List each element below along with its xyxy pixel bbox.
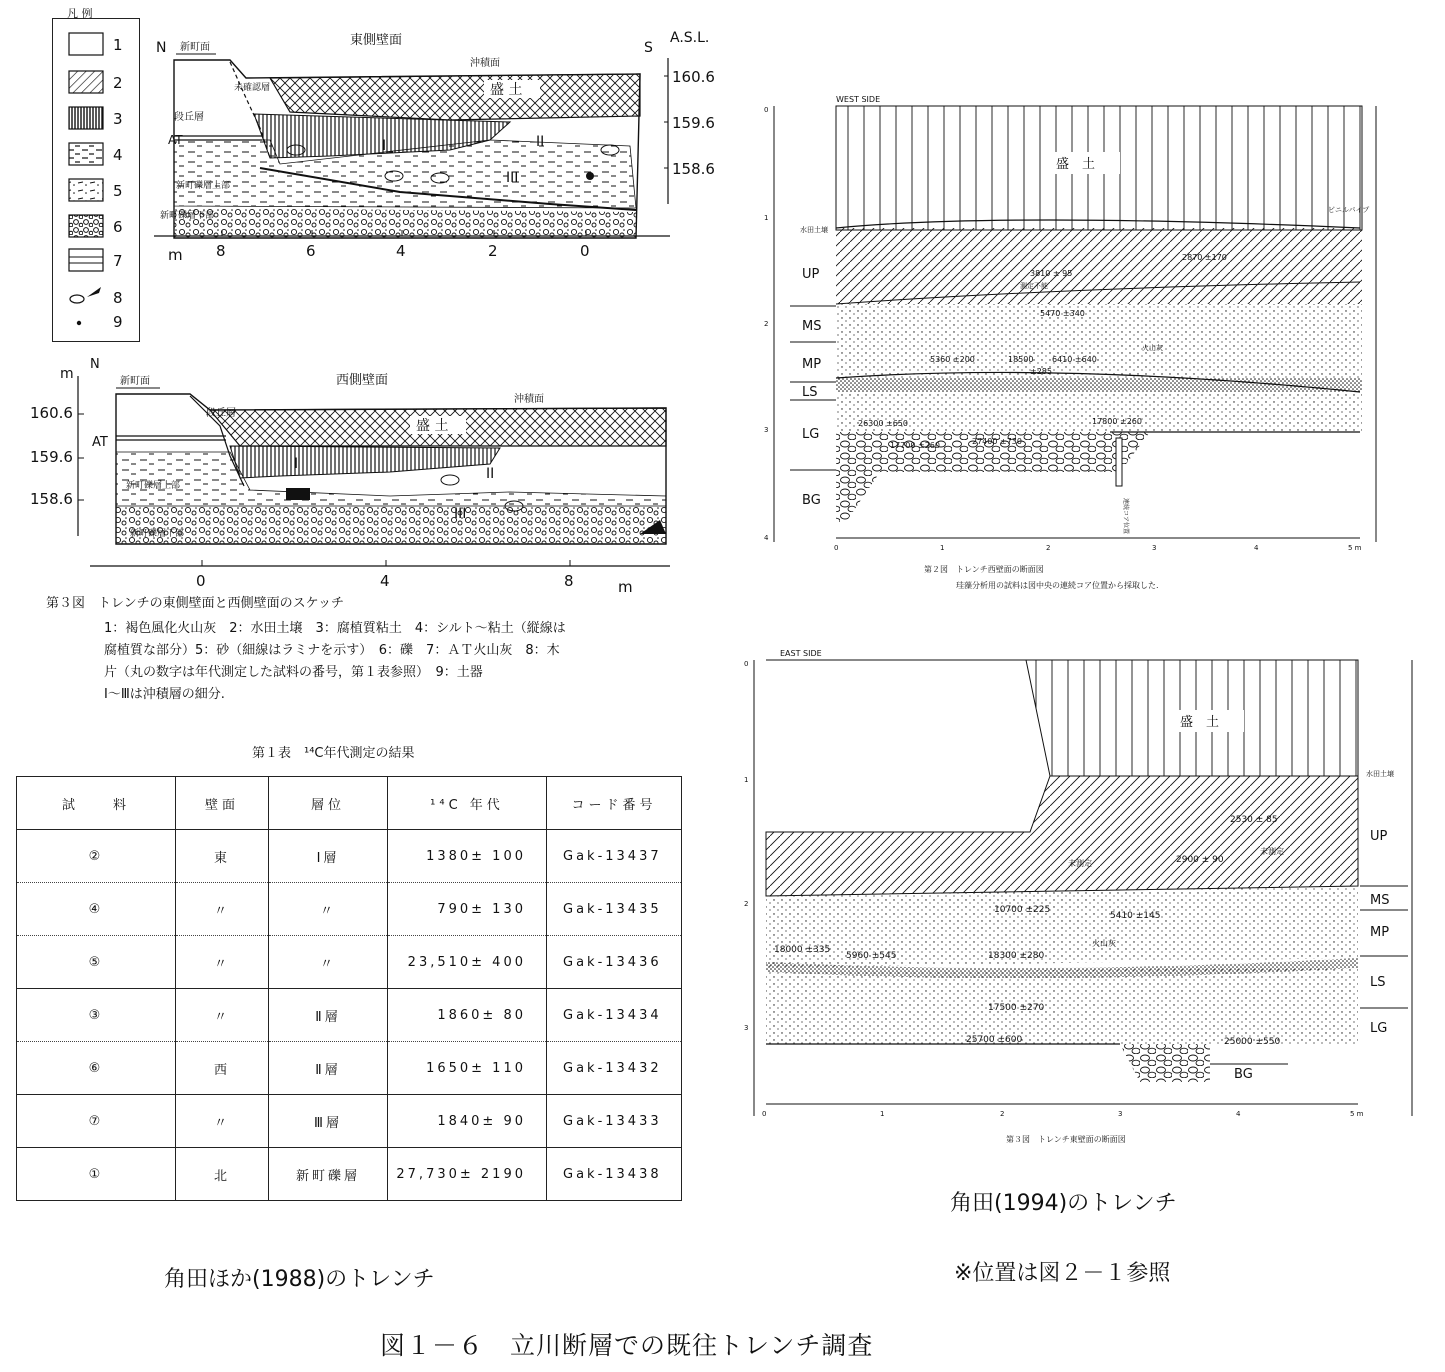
fig3-desc-2: 腐植質な部分）5：砂（細線はラミナを示す） 6：礫 7：ＡＴ火山灰 8：木 xyxy=(104,643,560,658)
legend-label-2: 2 xyxy=(113,74,123,92)
east-depth-1: 1 xyxy=(744,776,749,784)
cell-sample: ⑥ xyxy=(17,1042,176,1095)
east-wall-title: 東側壁面 xyxy=(350,33,403,48)
legend-panel xyxy=(52,7,140,342)
west-layer-2: II xyxy=(486,466,495,482)
table-row xyxy=(17,936,682,989)
cell-layer: Ⅰ層 xyxy=(269,830,388,883)
cell-sample: ⑦ xyxy=(17,1095,176,1148)
cell-age: 1650± 110 xyxy=(388,1042,547,1095)
cell-sample: ② xyxy=(17,830,176,883)
west-layer-3: III xyxy=(454,506,467,522)
east-section-fill: 盛 土 xyxy=(1180,715,1220,730)
right-trench-title: 角田(1994)のトレンチ xyxy=(950,1191,1177,1216)
cell-age: 1380± 100 xyxy=(388,830,547,883)
east-layer-mp: MP xyxy=(1370,925,1390,940)
east-wall-sketch xyxy=(150,28,715,268)
west-wall-sketch xyxy=(30,356,700,596)
table-row xyxy=(17,1095,682,1148)
east-upper-gravel: 新町礫層上部 xyxy=(176,181,231,191)
east-tick-6: 6 xyxy=(306,242,316,260)
cell-layer: Ⅱ層 xyxy=(269,1042,388,1095)
west-age-6410: 6410 ±640 xyxy=(1052,355,1097,364)
west-tick-0: 0 xyxy=(196,572,206,590)
east-volcanic-ash: 火山灰 xyxy=(1092,939,1116,948)
west-age-18500: 18500 xyxy=(1008,355,1034,364)
west-age-5470: 5470 ±340 xyxy=(1040,309,1085,318)
cell-wall: 西 xyxy=(176,1042,269,1095)
east-layer-bg: BG xyxy=(1234,1067,1253,1082)
east-side-label: EAST SIDE xyxy=(780,649,822,658)
east-elev-1586: 158.6 xyxy=(672,160,715,178)
cell-sample: ⑤ xyxy=(17,936,176,989)
west-x-5: 5 m xyxy=(1348,544,1362,552)
cell-age: 23,510± 400 xyxy=(388,936,547,989)
east-x-0: 0 xyxy=(762,1110,767,1118)
cell-age: 27,730± 2190 xyxy=(388,1148,547,1201)
east-elev-1606: 160.6 xyxy=(672,68,715,86)
cell-layer: Ⅲ層 xyxy=(269,1095,388,1148)
west-x-4: 4 xyxy=(1254,544,1259,552)
west-layer-bg: BG xyxy=(802,493,821,508)
legend-label-4: 4 xyxy=(113,146,123,164)
east-unknown-label: 未確認層 xyxy=(234,83,271,93)
table-title: 第１表 ¹⁴C年代測定の結果 xyxy=(252,746,415,761)
west-layer-1: I xyxy=(294,456,299,472)
east-depth-0: 0 xyxy=(744,660,749,668)
west-lower-gravel: 新町礫層下部 xyxy=(130,529,185,539)
header-code: コード番号 xyxy=(547,777,682,830)
cell-age: 790± 130 xyxy=(388,883,547,936)
west-alluvial-surface: 沖積面 xyxy=(514,394,544,405)
west-depth-2: 2 xyxy=(764,320,769,328)
legend-swatch-2 xyxy=(69,71,103,93)
east-layer-2: II xyxy=(536,134,545,150)
west-depth-3: 3 xyxy=(764,426,769,434)
west-unmeasurable: 測定不能 xyxy=(1020,282,1048,290)
west-age-5360: 5360 ±200 xyxy=(930,355,975,364)
cell-sample: ① xyxy=(17,1148,176,1201)
cell-sample: ③ xyxy=(17,989,176,1042)
cell-code: Gak-13432 xyxy=(547,1042,682,1095)
west-terrace-label: 段丘層 xyxy=(206,408,236,419)
east-unmeasured-2: 未測定 xyxy=(1260,847,1284,856)
cell-layer: Ⅱ層 xyxy=(269,989,388,1042)
cell-code: Gak-13433 xyxy=(547,1095,682,1148)
east-north-label: N xyxy=(156,40,167,56)
cell-layer: 〃 xyxy=(269,936,388,989)
west-age-3810: 3810 ± 95 xyxy=(1030,269,1073,278)
legend-label-6: 6 xyxy=(113,218,123,236)
east-x-1: 1 xyxy=(880,1110,885,1118)
west-x-0: 0 xyxy=(834,544,839,552)
cell-layer: 新町礫層 xyxy=(269,1148,388,1201)
table-row xyxy=(17,1148,682,1201)
east-depth-2: 2 xyxy=(744,900,749,908)
east-shinmachi-surface: 新町面 xyxy=(180,42,210,53)
header-layer: 層位 xyxy=(269,777,388,830)
west-volcanic-ash: 火山灰 xyxy=(1142,344,1163,352)
legend-swatch-5 xyxy=(69,179,103,201)
east-age-2530: 2530 ± 85 xyxy=(1230,815,1278,825)
west-age-17800: 17800 ±260 xyxy=(1092,417,1142,426)
cell-wall: 〃 xyxy=(176,883,269,936)
east-fill-label: 盛 土 xyxy=(490,82,523,98)
legend-label-8: 8 xyxy=(113,289,123,307)
east-at-label: AT xyxy=(168,133,183,147)
west-core-label: 連続コア位置 xyxy=(1122,498,1129,535)
cell-age: 1840± 90 xyxy=(388,1095,547,1148)
east-layer-ms: MS xyxy=(1370,893,1390,908)
cell-layer: 〃 xyxy=(269,883,388,936)
east-tick-8: 8 xyxy=(216,242,226,260)
east-age-25000: 25000 ±550 xyxy=(1224,1037,1281,1047)
east-section-caption: 第３図 トレンチ東壁面の断面図 xyxy=(1006,1135,1126,1144)
east-age-25700: 25700 ±600 xyxy=(966,1035,1023,1045)
fig3-caption: 第３図 トレンチの東側壁面と西側壁面のスケッチ xyxy=(46,596,345,611)
east-age-5960: 5960 ±545 xyxy=(846,951,897,961)
east-age-18300: 18300 ±280 xyxy=(988,951,1045,961)
west-layer-up: UP xyxy=(802,267,820,282)
legend-label-1: 1 xyxy=(113,36,123,54)
legend-label-7: 7 xyxy=(113,252,123,270)
cell-wall: 〃 xyxy=(176,989,269,1042)
west-upper-gravel: 新町礫層上部 xyxy=(126,481,181,491)
table-row xyxy=(17,989,682,1042)
west-age-17700: 17700 ±260 xyxy=(890,441,940,450)
west-depth-0: 0 xyxy=(764,106,769,114)
cell-code: Gak-13435 xyxy=(547,883,682,936)
cell-wall: 北 xyxy=(176,1148,269,1201)
cell-wall: 東 xyxy=(176,830,269,883)
west-age-27400: 27400 ±730 xyxy=(972,437,1022,446)
west-elev-1586: 158.6 xyxy=(30,490,73,508)
east-south-label: S xyxy=(644,40,653,56)
west-section-caption: 第２図 トレンチ西壁面の断面図 xyxy=(924,565,1044,574)
west-paddy-label: 水田土壌 xyxy=(800,226,828,234)
legend-swatch-3 xyxy=(69,107,103,129)
fig3-desc-1: 1：褐色風化火山灰 2：水田土壌 3：腐植質粘土 4：シルト～粘土（縦線は xyxy=(104,621,566,636)
table-row xyxy=(17,830,682,883)
east-lower-gravel: 新町礫層下部 xyxy=(160,211,215,221)
west-x-2: 2 xyxy=(1046,544,1051,552)
west-section-diagram xyxy=(760,92,1400,602)
legend-swatch-9 xyxy=(77,321,81,325)
location-note: ※位置は図２－１参照 xyxy=(954,1261,1171,1286)
fig3-desc-4: Ⅰ～Ⅲは沖積層の細分. xyxy=(104,687,225,702)
west-unit-m: m xyxy=(60,366,74,382)
cell-wall: 〃 xyxy=(176,936,269,989)
west-side-label: WEST SIDE xyxy=(836,95,881,104)
west-shinmachi-surface: 新町面 xyxy=(120,376,150,387)
cell-code: Gak-13436 xyxy=(547,936,682,989)
header-sample: 試 料 xyxy=(17,777,176,830)
c14-results-table xyxy=(16,776,682,1201)
legend-swatch-4 xyxy=(69,143,103,165)
east-age-5410: 5410 ±145 xyxy=(1110,911,1161,921)
east-elev-1596: 159.6 xyxy=(672,114,715,132)
east-layer-1: I xyxy=(382,138,387,154)
east-layer-ls: LS xyxy=(1370,975,1386,990)
cell-age: 1860± 80 xyxy=(388,989,547,1042)
east-layer-3: III xyxy=(506,170,519,186)
east-age-2900: 2900 ± 90 xyxy=(1176,855,1224,865)
header-age: ¹⁴C 年代 xyxy=(388,777,547,830)
west-axis-unit: m xyxy=(618,578,633,596)
legend-label-9: 9 xyxy=(113,313,123,331)
east-age-17500: 17500 ±270 xyxy=(988,1003,1045,1013)
legend-swatches xyxy=(53,7,139,341)
east-depth-3: 3 xyxy=(744,1024,749,1032)
cell-sample: ④ xyxy=(17,883,176,936)
east-x-3: 3 xyxy=(1118,1110,1123,1118)
west-age-285: ±285 xyxy=(1030,367,1052,376)
cell-wall: 〃 xyxy=(176,1095,269,1148)
west-section-note: 珪藻分析用の試料は図中央の連続コア位置から採取した. xyxy=(956,581,1159,590)
west-depth-1: 1 xyxy=(764,214,769,222)
west-elev-1596: 159.6 xyxy=(30,448,73,466)
east-age-18000: 18000 ±335 xyxy=(774,945,831,955)
cell-code: Gak-13437 xyxy=(547,830,682,883)
east-unmeasured-1: 未測定 xyxy=(1068,859,1092,868)
west-layer-ls: LS xyxy=(802,385,818,400)
cell-code: Gak-13438 xyxy=(547,1148,682,1201)
west-layer-ms: MS xyxy=(802,319,822,334)
east-paddy-label: 水田土壌 xyxy=(1366,770,1394,778)
legend-title: 凡 例 xyxy=(67,7,93,20)
east-axis-unit: m xyxy=(168,246,183,264)
east-x-4: 4 xyxy=(1236,1110,1241,1118)
figure-title: 図１－６ 立川断層での既往トレンチ調査 xyxy=(380,1331,874,1360)
east-section-diagram xyxy=(740,646,1420,1146)
legend-swatch-1 xyxy=(69,33,103,55)
cell-code: Gak-13434 xyxy=(547,989,682,1042)
west-north-label: N xyxy=(90,357,100,372)
west-section-fill: 盛 土 xyxy=(1056,157,1096,172)
west-tick-4: 4 xyxy=(380,572,390,590)
east-asl-label: A.S.L. xyxy=(670,30,710,46)
legend-label-5: 5 xyxy=(113,182,123,200)
west-layer-mp: MP xyxy=(802,357,822,372)
west-wall-title: 西側壁面 xyxy=(336,373,389,388)
west-age-26300: 26300 ±650 xyxy=(858,419,908,428)
legend-swatch-6 xyxy=(69,215,103,237)
table-header-row xyxy=(17,777,682,830)
header-wall: 壁面 xyxy=(176,777,269,830)
west-x-3: 3 xyxy=(1152,544,1157,552)
east-age-10700: 10700 ±225 xyxy=(994,905,1051,915)
west-fill-label: 盛 土 xyxy=(416,418,449,434)
fig3-desc-3: 片（丸の数字は年代測定した試料の番号，第１表参照） 9：土器 xyxy=(104,665,483,680)
legend-label-3: 3 xyxy=(113,110,123,128)
west-at-label: AT xyxy=(92,435,108,450)
legend-swatch-7 xyxy=(69,249,103,271)
west-depth-4: 4 xyxy=(764,534,769,542)
east-terrace-label: 段丘層 xyxy=(174,112,204,123)
west-x-1: 1 xyxy=(940,544,945,552)
west-elev-1606: 160.6 xyxy=(30,404,73,422)
legend-swatch-8 xyxy=(70,295,84,303)
east-x-2: 2 xyxy=(1000,1110,1005,1118)
west-layer-lg: LG xyxy=(802,427,820,442)
west-age-2870: 2870 ±170 xyxy=(1182,253,1227,262)
east-tick-0: 0 xyxy=(580,242,590,260)
east-layer-lg: LG xyxy=(1370,1021,1388,1036)
west-tick-8: 8 xyxy=(564,572,574,590)
west-pipe-label: ビニルパイプ xyxy=(1328,206,1370,214)
east-tick-2: 2 xyxy=(488,242,498,260)
table-row xyxy=(17,883,682,936)
east-x-5: 5 m xyxy=(1350,1110,1364,1118)
east-tick-4: 4 xyxy=(396,242,406,260)
table-row xyxy=(17,1042,682,1095)
east-layer-up: UP xyxy=(1370,829,1388,844)
east-alluvial-surface: 沖積面 xyxy=(470,58,500,69)
left-trench-title: 角田ほか(1988)のトレンチ xyxy=(164,1267,435,1292)
